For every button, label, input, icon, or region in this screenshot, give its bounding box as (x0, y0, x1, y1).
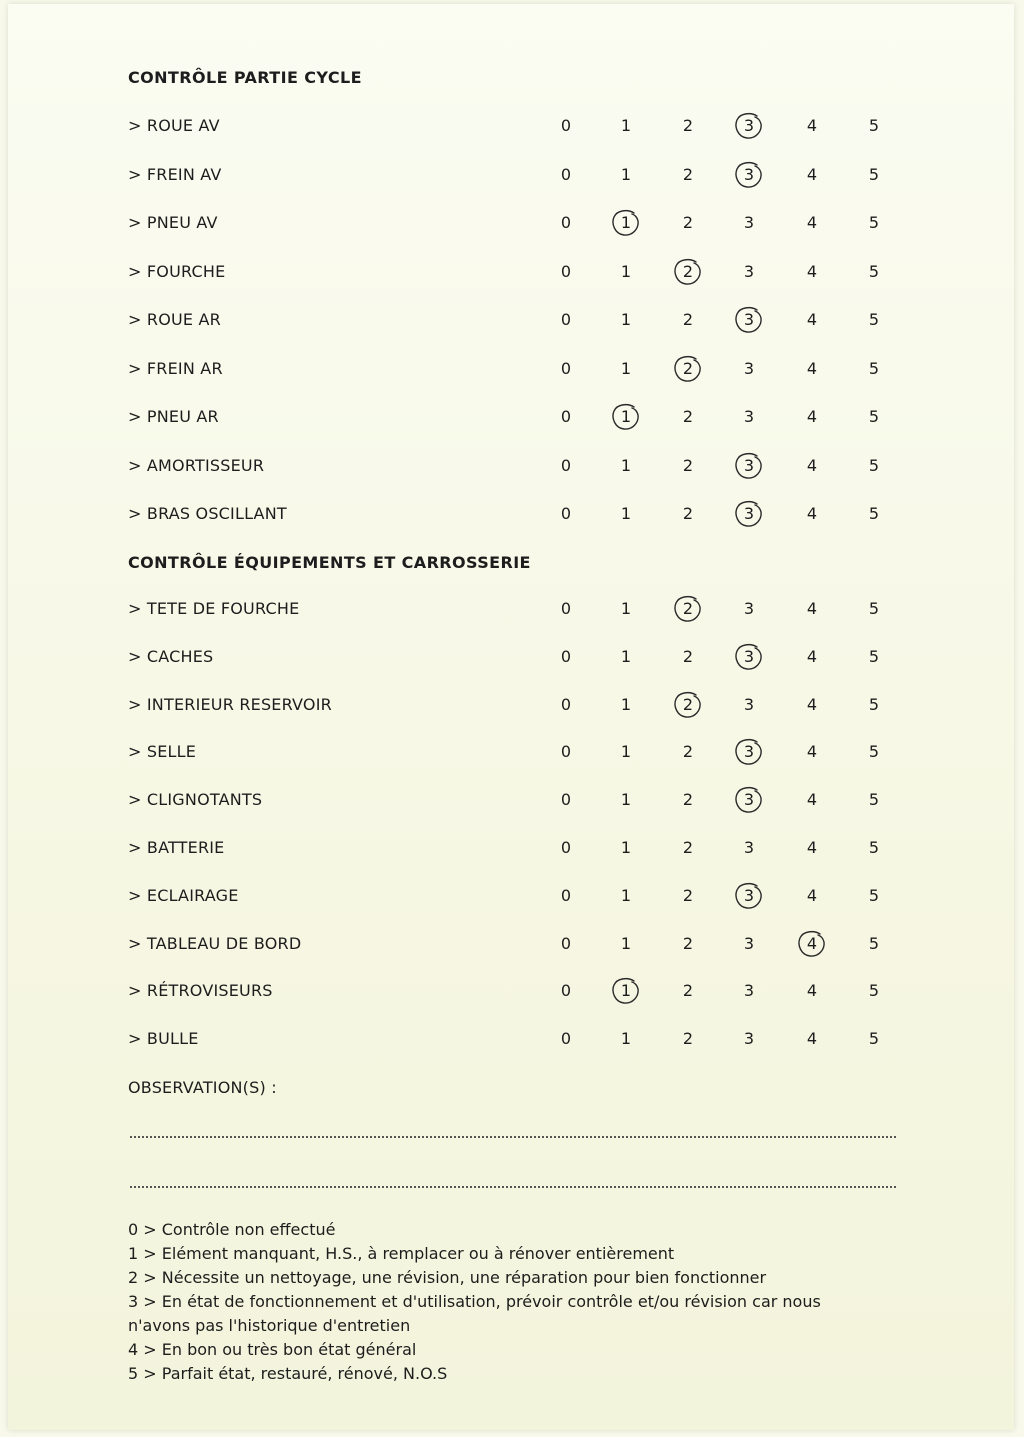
row-label: > RÉTROVISEURS (128, 981, 273, 1001)
score-option-0[interactable]: 0 (560, 310, 572, 329)
row-label: > INTERIEUR RESERVOIR (128, 694, 332, 714)
score-option-2[interactable]: 2 (682, 742, 694, 762)
row-label: > SELLE (128, 742, 197, 762)
row-label: > TABLEAU DE BORD (128, 933, 302, 953)
score-option-0[interactable]: 0 (560, 933, 572, 953)
observation-line-2[interactable] (130, 1186, 896, 1188)
checklist-row (0, 446, 1024, 486)
score-option-3[interactable]: 3 (737, 456, 761, 475)
checklist-row (0, 637, 1024, 677)
score-option-0[interactable]: 0 (560, 164, 572, 184)
checklist-row (0, 924, 1024, 964)
hand-drawn-circle-icon (731, 785, 767, 815)
score-option-2[interactable]: 2 (682, 1029, 694, 1049)
score-option-2[interactable]: 2 (682, 646, 694, 666)
score-option-2[interactable]: 2 (682, 933, 694, 953)
checklist-row (0, 685, 1024, 725)
row-label: > BULLE (128, 1029, 199, 1049)
score-option-1[interactable]: 1 (620, 742, 632, 762)
hand-drawn-circle-icon (670, 354, 706, 384)
score-option-0[interactable]: 0 (560, 455, 572, 475)
legend-line-0: 0 > Contrôle non effectué (128, 1220, 336, 1239)
score-option-2[interactable]: 2 (682, 504, 694, 523)
legend-line-5: 5 > Parfait état, restauré, rénové, N.O.S (128, 1364, 448, 1383)
row-label: > FREIN AR (128, 358, 223, 378)
score-option-0[interactable]: 0 (560, 790, 572, 810)
score-option-3[interactable]: 3 (737, 504, 761, 523)
checklist-row (0, 828, 1024, 868)
score-option-0[interactable]: 0 (560, 213, 572, 232)
score-option-0[interactable]: 0 (560, 1029, 572, 1049)
score-option-1[interactable]: 1 (620, 310, 632, 329)
score-option-0[interactable]: 0 (560, 981, 572, 1001)
score-option-3[interactable]: 3 (743, 838, 755, 857)
score-option-4[interactable]: 4 (806, 646, 818, 666)
score-option-5[interactable]: 5 (868, 981, 880, 1001)
score-option-5[interactable]: 5 (868, 1029, 880, 1049)
score-option-2[interactable]: 2 (682, 116, 694, 135)
score-option-1[interactable]: 1 (620, 358, 632, 378)
score-option-3[interactable]: 3 (743, 213, 755, 232)
score-option-5[interactable]: 5 (868, 455, 880, 475)
legend-line-3: 3 > En état de fonctionnement et d'utilisation, prévoir contrôle et/ou révision car nous (128, 1292, 821, 1311)
score-option-3[interactable]: 3 (743, 407, 755, 426)
score-option-1[interactable]: 1 (620, 933, 632, 953)
hand-drawn-circle-icon (670, 257, 706, 287)
score-option-2[interactable]: 2 (682, 981, 694, 1001)
checklist-row (0, 494, 1024, 534)
score-option-4[interactable]: 4 (806, 838, 818, 857)
legend (128, 1218, 908, 1386)
checklist-row (0, 203, 1024, 243)
score-option-1[interactable]: 1 (620, 885, 632, 905)
score-option-5[interactable]: 5 (868, 790, 880, 810)
row-label: > PNEU AR (128, 407, 219, 426)
score-option-5[interactable]: 5 (868, 213, 880, 232)
checklist-row (0, 1019, 1024, 1059)
row-label: > FOURCHE (128, 261, 226, 281)
score-option-4[interactable]: 4 (806, 790, 818, 810)
score-option-5[interactable]: 5 (868, 646, 880, 666)
score-option-2[interactable]: 2 (676, 359, 700, 378)
row-label: > ECLAIRAGE (128, 885, 239, 905)
score-option-4[interactable]: 4 (806, 599, 818, 618)
observation-line-1[interactable] (130, 1136, 896, 1138)
checklist-row (0, 397, 1024, 437)
hand-drawn-circle-icon (794, 929, 830, 959)
score-option-5[interactable]: 5 (868, 164, 880, 184)
score-option-5[interactable]: 5 (868, 407, 880, 426)
score-option-3[interactable]: 3 (743, 1029, 755, 1049)
row-label: > ROUE AR (128, 310, 221, 329)
score-option-0[interactable]: 0 (560, 261, 572, 281)
legend-line-3-cont: n'avons pas l'historique d'entretien (128, 1316, 411, 1335)
score-option-2[interactable]: 2 (676, 695, 700, 714)
score-option-2[interactable]: 2 (682, 838, 694, 857)
score-option-5[interactable]: 5 (868, 261, 880, 281)
score-option-5[interactable]: 5 (868, 933, 880, 953)
hand-drawn-circle-icon (731, 499, 767, 529)
hand-drawn-circle-icon (608, 208, 644, 238)
score-option-5[interactable]: 5 (868, 838, 880, 857)
row-label: > PNEU AV (128, 213, 218, 232)
score-option-4[interactable]: 4 (806, 694, 818, 714)
score-option-2[interactable]: 2 (682, 164, 694, 184)
checklist-row (0, 780, 1024, 820)
score-option-3[interactable]: 3 (737, 742, 761, 761)
score-option-3[interactable]: 3 (743, 599, 755, 618)
score-option-1[interactable]: 1 (620, 790, 632, 810)
score-option-0[interactable]: 0 (560, 694, 572, 714)
hand-drawn-circle-icon (608, 402, 644, 432)
score-option-4[interactable]: 4 (806, 116, 818, 135)
score-option-2[interactable]: 2 (682, 213, 694, 232)
score-option-4[interactable]: 4 (806, 455, 818, 475)
score-option-4[interactable]: 4 (800, 934, 824, 953)
row-label: > CLIGNOTANTS (128, 790, 263, 810)
checklist-row (0, 155, 1024, 195)
score-option-1[interactable]: 1 (620, 455, 632, 475)
score-option-1[interactable]: 1 (614, 407, 638, 426)
score-option-4[interactable]: 4 (806, 504, 818, 523)
hand-drawn-circle-icon (731, 642, 767, 672)
score-option-0[interactable]: 0 (560, 504, 572, 523)
legend-line-2: 2 > Nécessite un nettoyage, une révision, une réparation pour bien fonctionner (128, 1268, 767, 1287)
score-option-2[interactable]: 2 (682, 455, 694, 475)
score-option-3[interactable]: 3 (743, 933, 755, 953)
score-option-5[interactable]: 5 (868, 694, 880, 714)
hand-drawn-circle-icon (731, 111, 767, 141)
score-option-3[interactable]: 3 (743, 981, 755, 1001)
score-option-3[interactable]: 3 (737, 790, 761, 809)
score-option-1[interactable]: 1 (620, 694, 632, 714)
score-option-2[interactable]: 2 (676, 262, 700, 281)
checklist-row (0, 589, 1024, 629)
row-label: > AMORTISSEUR (128, 455, 265, 475)
score-option-4[interactable]: 4 (806, 261, 818, 281)
score-option-1[interactable]: 1 (620, 116, 632, 135)
score-option-4[interactable]: 4 (806, 742, 818, 762)
score-option-2[interactable]: 2 (682, 885, 694, 905)
checklist-row (0, 300, 1024, 340)
score-option-1[interactable]: 1 (620, 261, 632, 281)
score-option-4[interactable]: 4 (806, 1029, 818, 1049)
score-option-0[interactable]: 0 (560, 838, 572, 857)
hand-drawn-circle-icon (670, 690, 706, 720)
score-option-4[interactable]: 4 (806, 407, 818, 426)
hand-drawn-circle-icon (670, 594, 706, 624)
checklist-row (0, 349, 1024, 389)
hand-drawn-circle-icon (731, 737, 767, 767)
hand-drawn-circle-icon (731, 305, 767, 335)
score-option-5[interactable]: 5 (868, 885, 880, 905)
score-option-1[interactable]: 1 (614, 213, 638, 232)
score-option-1[interactable]: 1 (620, 504, 632, 523)
checklist-row (0, 732, 1024, 772)
checklist-row (0, 106, 1024, 146)
hand-drawn-circle-icon (608, 976, 644, 1006)
score-option-5[interactable]: 5 (868, 116, 880, 135)
observation-label: OBSERVATION(S) : (128, 1078, 277, 1097)
score-option-3[interactable]: 3 (743, 358, 755, 378)
score-option-3[interactable]: 3 (737, 310, 761, 329)
score-option-0[interactable]: 0 (560, 742, 572, 762)
hand-drawn-circle-icon (731, 881, 767, 911)
hand-drawn-circle-icon (731, 451, 767, 481)
score-option-2[interactable]: 2 (682, 310, 694, 329)
score-option-4[interactable]: 4 (806, 213, 818, 232)
score-option-0[interactable]: 0 (560, 885, 572, 905)
score-option-0[interactable]: 0 (560, 646, 572, 666)
row-label: > BATTERIE (128, 838, 225, 857)
score-option-3[interactable]: 3 (743, 261, 755, 281)
score-option-2[interactable]: 2 (676, 599, 700, 618)
row-label: > CACHES (128, 646, 214, 666)
score-option-5[interactable]: 5 (868, 358, 880, 378)
score-option-0[interactable]: 0 (560, 358, 572, 378)
score-option-1[interactable]: 1 (620, 646, 632, 666)
row-label: > TETE DE FOURCHE (128, 599, 300, 618)
checklist-row (0, 971, 1024, 1011)
section-title-cycle: CONTRÔLE PARTIE CYCLE (128, 68, 362, 87)
score-option-1[interactable]: 1 (620, 1029, 632, 1049)
checklist-row (0, 252, 1024, 292)
score-option-3[interactable]: 3 (737, 165, 761, 184)
score-option-0[interactable]: 0 (560, 407, 572, 426)
score-option-1[interactable]: 1 (614, 981, 638, 1000)
score-option-0[interactable]: 0 (560, 599, 572, 618)
score-option-4[interactable]: 4 (806, 310, 818, 329)
score-option-3[interactable]: 3 (737, 886, 761, 905)
score-option-1[interactable]: 1 (620, 599, 632, 618)
score-option-3[interactable]: 3 (743, 694, 755, 714)
score-option-5[interactable]: 5 (868, 742, 880, 762)
row-label: > BRAS OSCILLANT (128, 504, 287, 523)
score-option-3[interactable]: 3 (737, 647, 761, 666)
row-label: > ROUE AV (128, 116, 220, 135)
score-option-2[interactable]: 2 (682, 407, 694, 426)
score-option-5[interactable]: 5 (868, 310, 880, 329)
score-option-2[interactable]: 2 (682, 790, 694, 810)
score-option-5[interactable]: 5 (868, 599, 880, 618)
score-option-4[interactable]: 4 (806, 885, 818, 905)
score-option-1[interactable]: 1 (620, 164, 632, 184)
section-title-equipment: CONTRÔLE ÉQUIPEMENTS ET CARROSSERIE (128, 553, 531, 572)
hand-drawn-circle-icon (731, 160, 767, 190)
legend-line-4: 4 > En bon ou très bon état général (128, 1340, 417, 1359)
checklist-row (0, 876, 1024, 916)
score-option-4[interactable]: 4 (806, 981, 818, 1001)
score-option-4[interactable]: 4 (806, 358, 818, 378)
score-option-1[interactable]: 1 (620, 838, 632, 857)
score-option-3[interactable]: 3 (737, 116, 761, 135)
score-option-4[interactable]: 4 (806, 164, 818, 184)
row-label: > FREIN AV (128, 164, 222, 184)
score-option-0[interactable]: 0 (560, 116, 572, 135)
score-option-5[interactable]: 5 (868, 504, 880, 523)
legend-line-1: 1 > Elément manquant, H.S., à remplacer ou à rénover entièrement (128, 1244, 675, 1263)
